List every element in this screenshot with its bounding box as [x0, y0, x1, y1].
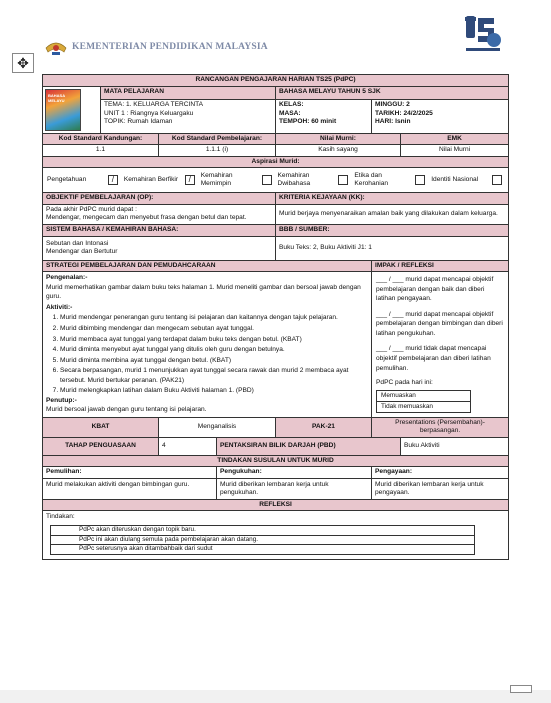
kbat-value: Menganalisis: [159, 417, 276, 437]
pengukuhan-text: Murid diberikan lembaran kerja untuk pengukuhan.: [217, 478, 372, 499]
ministry-crest-icon: [44, 38, 68, 56]
tema-text: TEMA: 1. KELUARGA TERCINTA: [104, 101, 204, 109]
tempoh-text: TEMPOH: 60 minit: [279, 118, 337, 126]
aspirasi-label: Aspirasi Murid:: [43, 156, 509, 168]
aspirasi-checkbox[interactable]: [338, 175, 348, 185]
ministry-name: KEMENTERIAN PENDIDIKAN MALAYSIA: [72, 42, 268, 52]
tindakan-heading: Tindakan:: [46, 513, 75, 521]
penutup-text: Murid bersoal jawab dengan guru tentang isi pelajaran.: [46, 406, 207, 414]
refleksi-content: [43, 511, 509, 559]
op-text: Mendengar, mengecam dan menyebut frasa dengan betul dan tepat.: [46, 214, 247, 222]
list-item: 7. Murid melengkapkan latihan dalam Buku Aktiviti halaman 1. (PBD): [60, 386, 368, 396]
pdpc-today-label: PdPC pada hari ini:: [376, 379, 433, 387]
bbb-label: BBB / SUMBER:: [276, 224, 509, 236]
op-content: [43, 204, 276, 224]
list-item: 1. Murid mendengar penerangan guru tentang isi pelajaran dan kaitannya dengan tajuk pelajaran.: [60, 313, 368, 323]
impak-item: ___ / ___ murid dapat mencapai objektif pembelajaran dengan baik dan diberi latihan pengayaan.: [376, 276, 494, 303]
list-item: 5. Murid diminta membina ayat tunggal dengan betul. (KBAT): [60, 356, 368, 366]
list-item: 3. Murid membaca ayat tunggal yang terdapat dalam buku teks dengan betul. (KBAT): [60, 335, 368, 345]
table-resize-handle[interactable]: [510, 685, 532, 693]
pbd-value: Buku Aktiviti: [401, 438, 509, 456]
hari-text: HARI: Isnin: [375, 118, 411, 126]
masa-text: MASA:: [279, 109, 301, 117]
pak21-label: PAK-21: [276, 417, 372, 437]
table-move-handle[interactable]: ✥: [12, 53, 34, 73]
list-item: 4. Murid diminta menyebut ayat tunggal yang ditulis oleh guru dengan betulnya.: [60, 345, 368, 355]
nilai-murni-label: Nilai Murni:: [276, 133, 401, 145]
pengenalan-text: Murid memerhatikan gambar dalam buku teks halaman 1. Murid meneliti gambar dan bersoal jawab dengan guru.: [46, 283, 361, 301]
aspirasi-checkbox[interactable]: [415, 175, 425, 185]
minggu-text: MINGGU: 2: [375, 101, 410, 109]
sistem-bahasa-label: SISTEM BAHASA / KEMAHIRAN BAHASA:: [43, 224, 276, 236]
page-bottom-strip: [0, 690, 551, 703]
aktiviti-heading: Aktiviti:-: [46, 303, 73, 311]
tindakan-option[interactable]: PdPc akan diteruskan dengan topik baru.: [51, 525, 475, 535]
textbook-cover-image: BAHASA MELAYU: [45, 89, 81, 131]
pemulihan-label: Pemulihan:: [43, 467, 217, 479]
subject-value: BAHASA MELAYU TAHUN 5 SJK: [276, 86, 509, 100]
pengukuhan-label: Pengukuhan:: [217, 467, 372, 479]
aspirasi-item-etika: Etika dan Kerohanian: [352, 169, 429, 191]
aspirasi-checkbox[interactable]: [262, 175, 272, 185]
aspirasi-checkbox[interactable]: [492, 175, 502, 185]
op-intro: Pada akhir PdPC murid dapat :: [46, 205, 137, 213]
nilai-murni-value: Kasih sayang: [276, 145, 401, 157]
unit-text: UNIT 1 : Riangnya Keluargaku: [104, 109, 194, 117]
kk-content: Murid berjaya menyenaraikan amalan baik yang dilakukan dalam keluarga.: [276, 204, 509, 224]
kod-kandungan-label: Kod Standard Kandungan:: [43, 133, 159, 145]
tindakan-susulan-label: TINDAKAN SUSULAN UNTUK MURID: [43, 455, 509, 467]
date-info-cell: [372, 100, 509, 134]
impak-label: IMPAK / REFLEKSI: [372, 260, 509, 272]
tidak-memuaskan-option[interactable]: Tidak memuaskan: [377, 402, 471, 413]
pemulihan-text: Murid melakukan aktiviti dengan bimbingan guru.: [43, 478, 217, 499]
refleksi-label: REFLEKSI: [43, 499, 509, 511]
impak-content: [372, 272, 509, 418]
pak21-value: Presentations (Persembahan)- berpasangan.: [372, 417, 509, 437]
subject-label: MATA PELAJARAN: [101, 86, 276, 100]
memuaskan-option[interactable]: Memuaskan: [377, 390, 471, 401]
strategi-label: STRATEGI PEMBELAJARAN DAN PEMUDAHCARAAN: [43, 260, 372, 272]
topik-text: TOPIK: Rumah Idaman: [104, 118, 173, 126]
tindakan-option[interactable]: PdPc ini akan diulang semula pada pembelajaran akan datang.: [51, 535, 475, 545]
sistem-bahasa-content: [43, 236, 276, 260]
emk-label: EMK: [401, 133, 509, 145]
strategi-content: [43, 272, 372, 418]
aspirasi-item-berfikir: Kemahiran Berfikir /: [122, 169, 199, 191]
aspirasi-item-memimpin: Kemahiran Memimpin: [199, 169, 276, 191]
aspirasi-checkbox[interactable]: /: [108, 175, 118, 185]
rph-document-table: [42, 74, 509, 560]
penutup-heading: Penutup:-: [46, 396, 77, 404]
aktiviti-list: [46, 313, 368, 395]
tp-value: 4: [159, 438, 217, 456]
pengayaan-text: Murid diberikan lembaran kerja untuk pengayaan.: [372, 478, 509, 499]
ts25-logo-icon: [462, 14, 504, 56]
pengayaan-label: Pengayaan:: [372, 467, 509, 479]
lesson-theme-cell: [101, 100, 276, 134]
kelas-text: KELAS:: [279, 101, 304, 109]
document-title: RANCANGAN PENGAJARAN HARIAN TS25 (PdPC): [43, 75, 509, 87]
sb-line: Mendengar dan Bertutur: [46, 248, 118, 256]
aspirasi-item-pengetahuan: Pengetahuan /: [45, 169, 122, 191]
kod-pembelajaran-label: Kod Standard Pembelajaran:: [159, 133, 276, 145]
page-header: [0, 0, 551, 72]
textbook-cover-cell: [43, 86, 101, 133]
tindakan-option[interactable]: PdPc seterusnya akan ditambahbaik dari sudut: [51, 545, 475, 555]
pbd-label: PENTAKSIRAN BILIK DARJAH (PBD): [217, 438, 401, 456]
tarikh-text: TARIKH: 24/2/2025: [375, 109, 433, 117]
sb-line: Sebutan dan Intonasi: [46, 239, 109, 247]
op-label: OBJEKTIF PEMBELAJARAN (OP):: [43, 193, 276, 205]
aspirasi-item-identiti: Identiti Nasional: [429, 169, 506, 191]
kbat-label: KBAT: [43, 417, 159, 437]
class-info-cell: [276, 100, 372, 134]
aspirasi-item-dwibahasa: Kemahiran Dwibahasa: [276, 169, 353, 191]
tp-label: TAHAP PENGUASAAN: [43, 438, 159, 456]
pengenalan-heading: Pengenalan:-: [46, 274, 88, 282]
list-item: 6. Secara berpasangan, murid 1 menunjukkan ayat tunggal secara rawak dan murid 2 membaca ayat tersebut. Murid bertukar peranan. (PAK21): [60, 366, 368, 385]
tindakan-options-table: [50, 525, 475, 555]
kod-kandungan-value: 1.1: [43, 145, 159, 157]
aspirasi-row: [43, 168, 509, 193]
kk-label: KRITERIA KEJAYAAN (KK):: [276, 193, 509, 205]
aspirasi-checkbox[interactable]: /: [185, 175, 195, 185]
bbb-content: Buku Teks: 2, Buku Aktiviti J1: 1: [276, 236, 509, 260]
impak-item: ___ / ___ murid tidak dapat mencapai objektif pembelajaran dan diberi latihan pemulihan.: [376, 345, 491, 372]
impak-item: ___ / ___ murid dapat mencapai objektif pembelajaran dengan bimbingan dan diberi latihan pengukuhan.: [376, 310, 503, 337]
list-item: 2. Murid dibimbing mendengar dan mengecam sebutan ayat tunggal.: [60, 324, 368, 334]
kod-pembelajaran-value: 1.1.1 (i): [159, 145, 276, 157]
emk-value: Nilai Murni: [401, 145, 509, 157]
pdpc-rating-table: [376, 390, 471, 414]
